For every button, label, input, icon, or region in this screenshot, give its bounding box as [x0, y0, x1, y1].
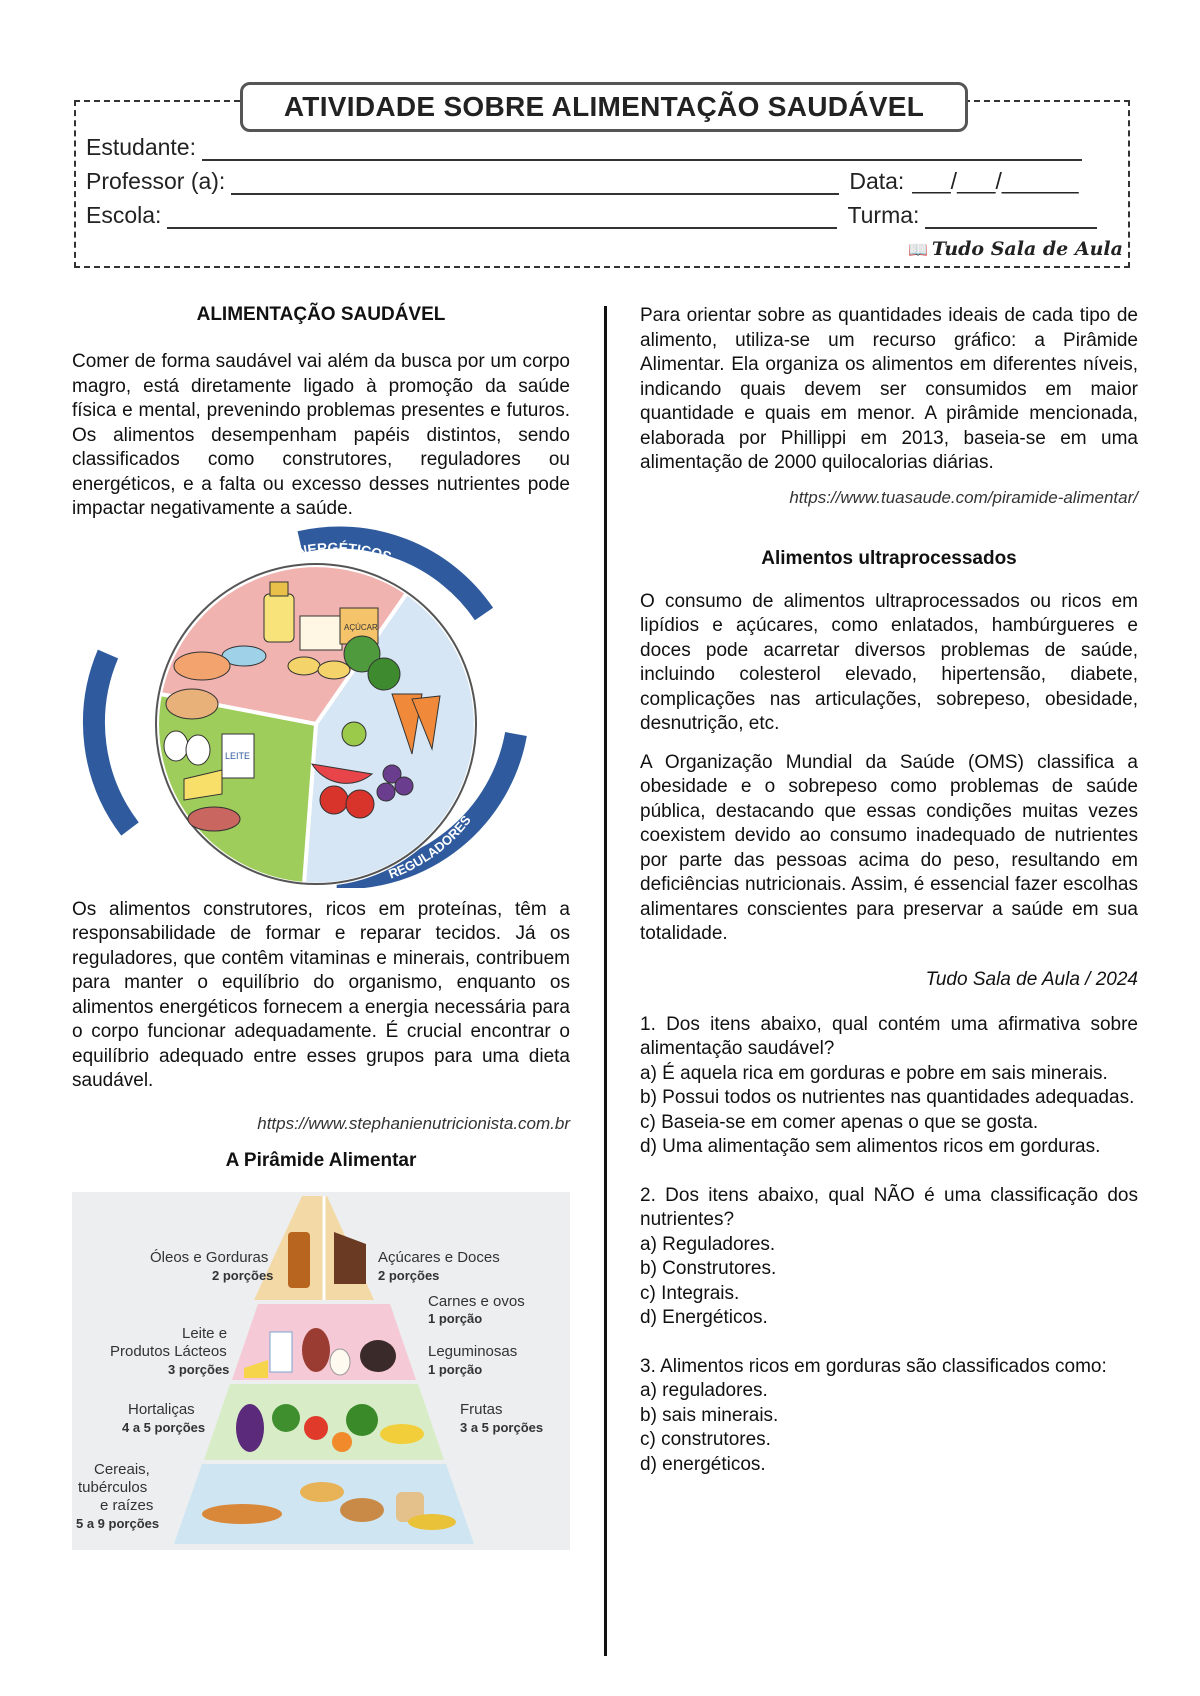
svg-text:Óleos e Gorduras: Óleos e Gorduras: [150, 1248, 269, 1266]
svg-text:tubérculos: tubérculos: [78, 1478, 148, 1496]
left-column: [72, 304, 570, 1550]
question-2-option-d[interactable]: d) Energéticos.: [640, 1307, 768, 1328]
question-2-option-b[interactable]: b) Construtores.: [640, 1258, 777, 1279]
banana-icon: [380, 1424, 424, 1444]
section-heading-ultraprocessed: Alimentos ultraprocessados: [761, 547, 1017, 569]
food-pyramid-illustration: [72, 1192, 570, 1550]
label-reguladores: REGULADORES: [386, 812, 474, 882]
egg-icon: [330, 1349, 350, 1375]
svg-text:Cereais,: Cereais,: [94, 1460, 150, 1478]
student-field[interactable]: [202, 139, 1082, 161]
svg-text:Frutas: Frutas: [460, 1400, 503, 1418]
svg-text:3 a 5 porções: 3 a 5 porções: [460, 1419, 544, 1435]
svg-text:Açúcares e Doces: Açúcares e Doces: [378, 1248, 500, 1266]
section-heading-pyramid: A Pirâmide Alimentar: [225, 1149, 417, 1171]
question-2-option-a[interactable]: a) Reguladores.: [640, 1233, 776, 1255]
class-label: Turma:: [847, 202, 920, 228]
class-field[interactable]: [925, 207, 1097, 229]
svg-text:2 porções: 2 porções: [378, 1267, 440, 1283]
plate-illustration: [72, 524, 570, 888]
question-3-text: 3. Alimentos ricos em gorduras são classificados como:: [640, 1355, 1107, 1377]
orange-icon: [332, 1432, 352, 1452]
worksheet-title: ATIVIDADE SOBRE ALIMENTAÇÃO SAUDÁVEL: [240, 82, 968, 132]
svg-text:e raízes: e raízes: [100, 1496, 154, 1514]
bread-icon: [202, 1504, 282, 1524]
book-icon: 📖: [908, 240, 928, 259]
svg-text:4 a 5 porções: 4 a 5 porções: [122, 1419, 206, 1435]
beans-icon: [360, 1340, 396, 1372]
question-1-option-d[interactable]: d) Uma alimentação sem alimentos ricos em gorduras.: [640, 1136, 1101, 1157]
sector-formadores: [157, 694, 316, 884]
svg-text:Leite e: Leite e: [182, 1324, 228, 1342]
brand-logo: 📖 Tudo Sala de Aula: [908, 238, 1123, 260]
question-1-option-b[interactable]: b) Possui todos os nutrientes nas quantidades adequadas.: [640, 1087, 1135, 1108]
school-row: [86, 202, 1097, 229]
food-groups-plate: [72, 524, 570, 888]
question-3-option-b[interactable]: b) sais minerais.: [640, 1404, 779, 1426]
watermelon-icon: [346, 1404, 378, 1436]
chocolate-icon: [334, 1232, 366, 1284]
milk-icon: [270, 1332, 292, 1372]
svg-text:Leguminosas: Leguminosas: [428, 1342, 518, 1360]
question-1-text: 1. Dos itens abaixo, qual contém uma afirmativa sobre alimentação saudável?: [640, 1013, 1138, 1059]
teacher-label: Professor (a):: [86, 168, 226, 194]
right-column: [640, 304, 1138, 1477]
question-3: [640, 1355, 1138, 1478]
oms-paragraph: A Organização Mundial da Saúde (OMS) classifica a obesidade e o sobrepeso como problemas de saúde pública, destacando que essas condições muitas vezes coexistem devido ao consumo inadequado de nutrientes por parte das pessoas acima do peso, resultando em deficiências nutricionais. Assim, é essencial fazer escolhas alimentares conscientes para preservar a saúde em sua totalidade.: [640, 751, 1138, 944]
svg-text:LEITE: LEITE: [225, 750, 251, 761]
cabbage-icon: [272, 1404, 300, 1432]
svg-text:Hortaliças: Hortaliças: [128, 1400, 195, 1418]
corn-icon: [408, 1514, 456, 1530]
label-energeticos: ENERGÉTICOS: [285, 538, 394, 565]
svg-text:1 porção: 1 porção: [428, 1361, 483, 1377]
food-pyramid-image: [72, 1192, 570, 1550]
question-1: [640, 1013, 1138, 1160]
potato-icon: [300, 1482, 344, 1502]
tomato-icon: [304, 1416, 328, 1440]
pyramid-paragraph: Para orientar sobre as quantidades ideais de cada tipo de alimento, utiliza-se um recurso gráfico: a Pirâmide Alimentar. Ela organiza os alimentos em diferentes níveis, indicando quais devem ser consumidos em maior quantidade e quais em menor. A pirâmide mencionada, elaborada por Phillippi em 2013, baseia-se em uma alimentação de 2000 quilocalorias diárias.: [640, 305, 1138, 473]
eggplant-icon: [236, 1404, 264, 1452]
svg-text:1 porção: 1 porção: [428, 1310, 483, 1326]
question-3-option-d[interactable]: d) energéticos.: [640, 1453, 766, 1475]
svg-text:2 porções: 2 porções: [212, 1267, 274, 1283]
date-field[interactable]: ___/___/______: [912, 168, 1079, 194]
label-formadores: FORMADORES: [102, 712, 141, 809]
date-label: Data:: [849, 168, 905, 194]
source-link-tuasaude[interactable]: https://www.tuasaude.com/piramide-alimentar/: [789, 487, 1138, 507]
school-field[interactable]: [167, 207, 837, 229]
question-3-option-a[interactable]: a) reguladores.: [640, 1380, 768, 1401]
question-2-option-c[interactable]: c) Integrais.: [640, 1282, 740, 1304]
teacher-field[interactable]: [231, 173, 839, 195]
student-row: [86, 134, 1082, 161]
svg-text:AÇÚCAR: AÇÚCAR: [344, 622, 378, 632]
intro-paragraph: Comer de forma saudável vai além da busca por um corpo magro, está diretamente ligado à promoção da saúde física e mental, prevenindo problemas presentes e futuros. Os alimentos desempenham papéis distintos, sendo classificados como construtores, reguladores ou energéticos, e a falta ou excesso desses nutrientes pode impactar negativamente a saúde.: [72, 351, 570, 519]
student-label: Estudante:: [86, 134, 196, 160]
svg-text:Carnes e ovos: Carnes e ovos: [428, 1292, 525, 1310]
food-groups-paragraph: Os alimentos construtores, ricos em proteínas, têm a responsabilidade de formar e reparar tecidos. Já os reguladores, que contêm vitaminas e minerais, contribuem para manter o equilíbrio do organismo, enquanto os alimentos energéticos fornecem a energia necessária para o corpo funcionar adequadamente. É crucial encontrar o equilíbrio adequado entre esses grupos para uma dieta saudável.: [72, 898, 570, 1091]
svg-text:5 a 9 porções: 5 a 9 porções: [76, 1515, 160, 1531]
ultraprocessed-paragraph: O consumo de alimentos ultraprocessados ou ricos em lipídios e açúcares, como enlatados, hambúrgueres e doces pode acarretar diversos problemas de saúde, incluindo colesterol elevado, hipertensão, diabete, complicações nas articulações, sobrepeso, obesidade, desnutrição, etc.: [640, 590, 1138, 734]
svg-text:Produtos Lácteos: Produtos Lácteos: [110, 1342, 227, 1360]
question-2-text: 2. Dos itens abaixo, qual NÃO é uma classificação dos nutrientes?: [640, 1184, 1138, 1230]
question-1-option-c[interactable]: c) Baseia-se em comer apenas o que se gosta.: [640, 1111, 1039, 1133]
question-2: [640, 1184, 1138, 1331]
question-3-option-c[interactable]: c) construtores.: [640, 1429, 771, 1450]
credit-line: Tudo Sala de Aula / 2024: [925, 968, 1138, 990]
teacher-row: [86, 168, 1079, 195]
section-heading-healthy-eating: ALIMENTAÇÃO SAUDÁVEL: [196, 304, 446, 325]
school-label: Escola:: [86, 202, 162, 228]
source-link-stephanie[interactable]: https://www.stephanienutricionista.com.br: [257, 1113, 570, 1133]
meat-icon: [302, 1328, 330, 1372]
svg-text:3 porções: 3 porções: [168, 1361, 230, 1377]
column-divider: [604, 306, 607, 1656]
oil-bottle-icon: [288, 1232, 310, 1288]
question-1-option-a[interactable]: a) É aquela rica em gorduras e pobre em sais minerais.: [640, 1062, 1108, 1084]
